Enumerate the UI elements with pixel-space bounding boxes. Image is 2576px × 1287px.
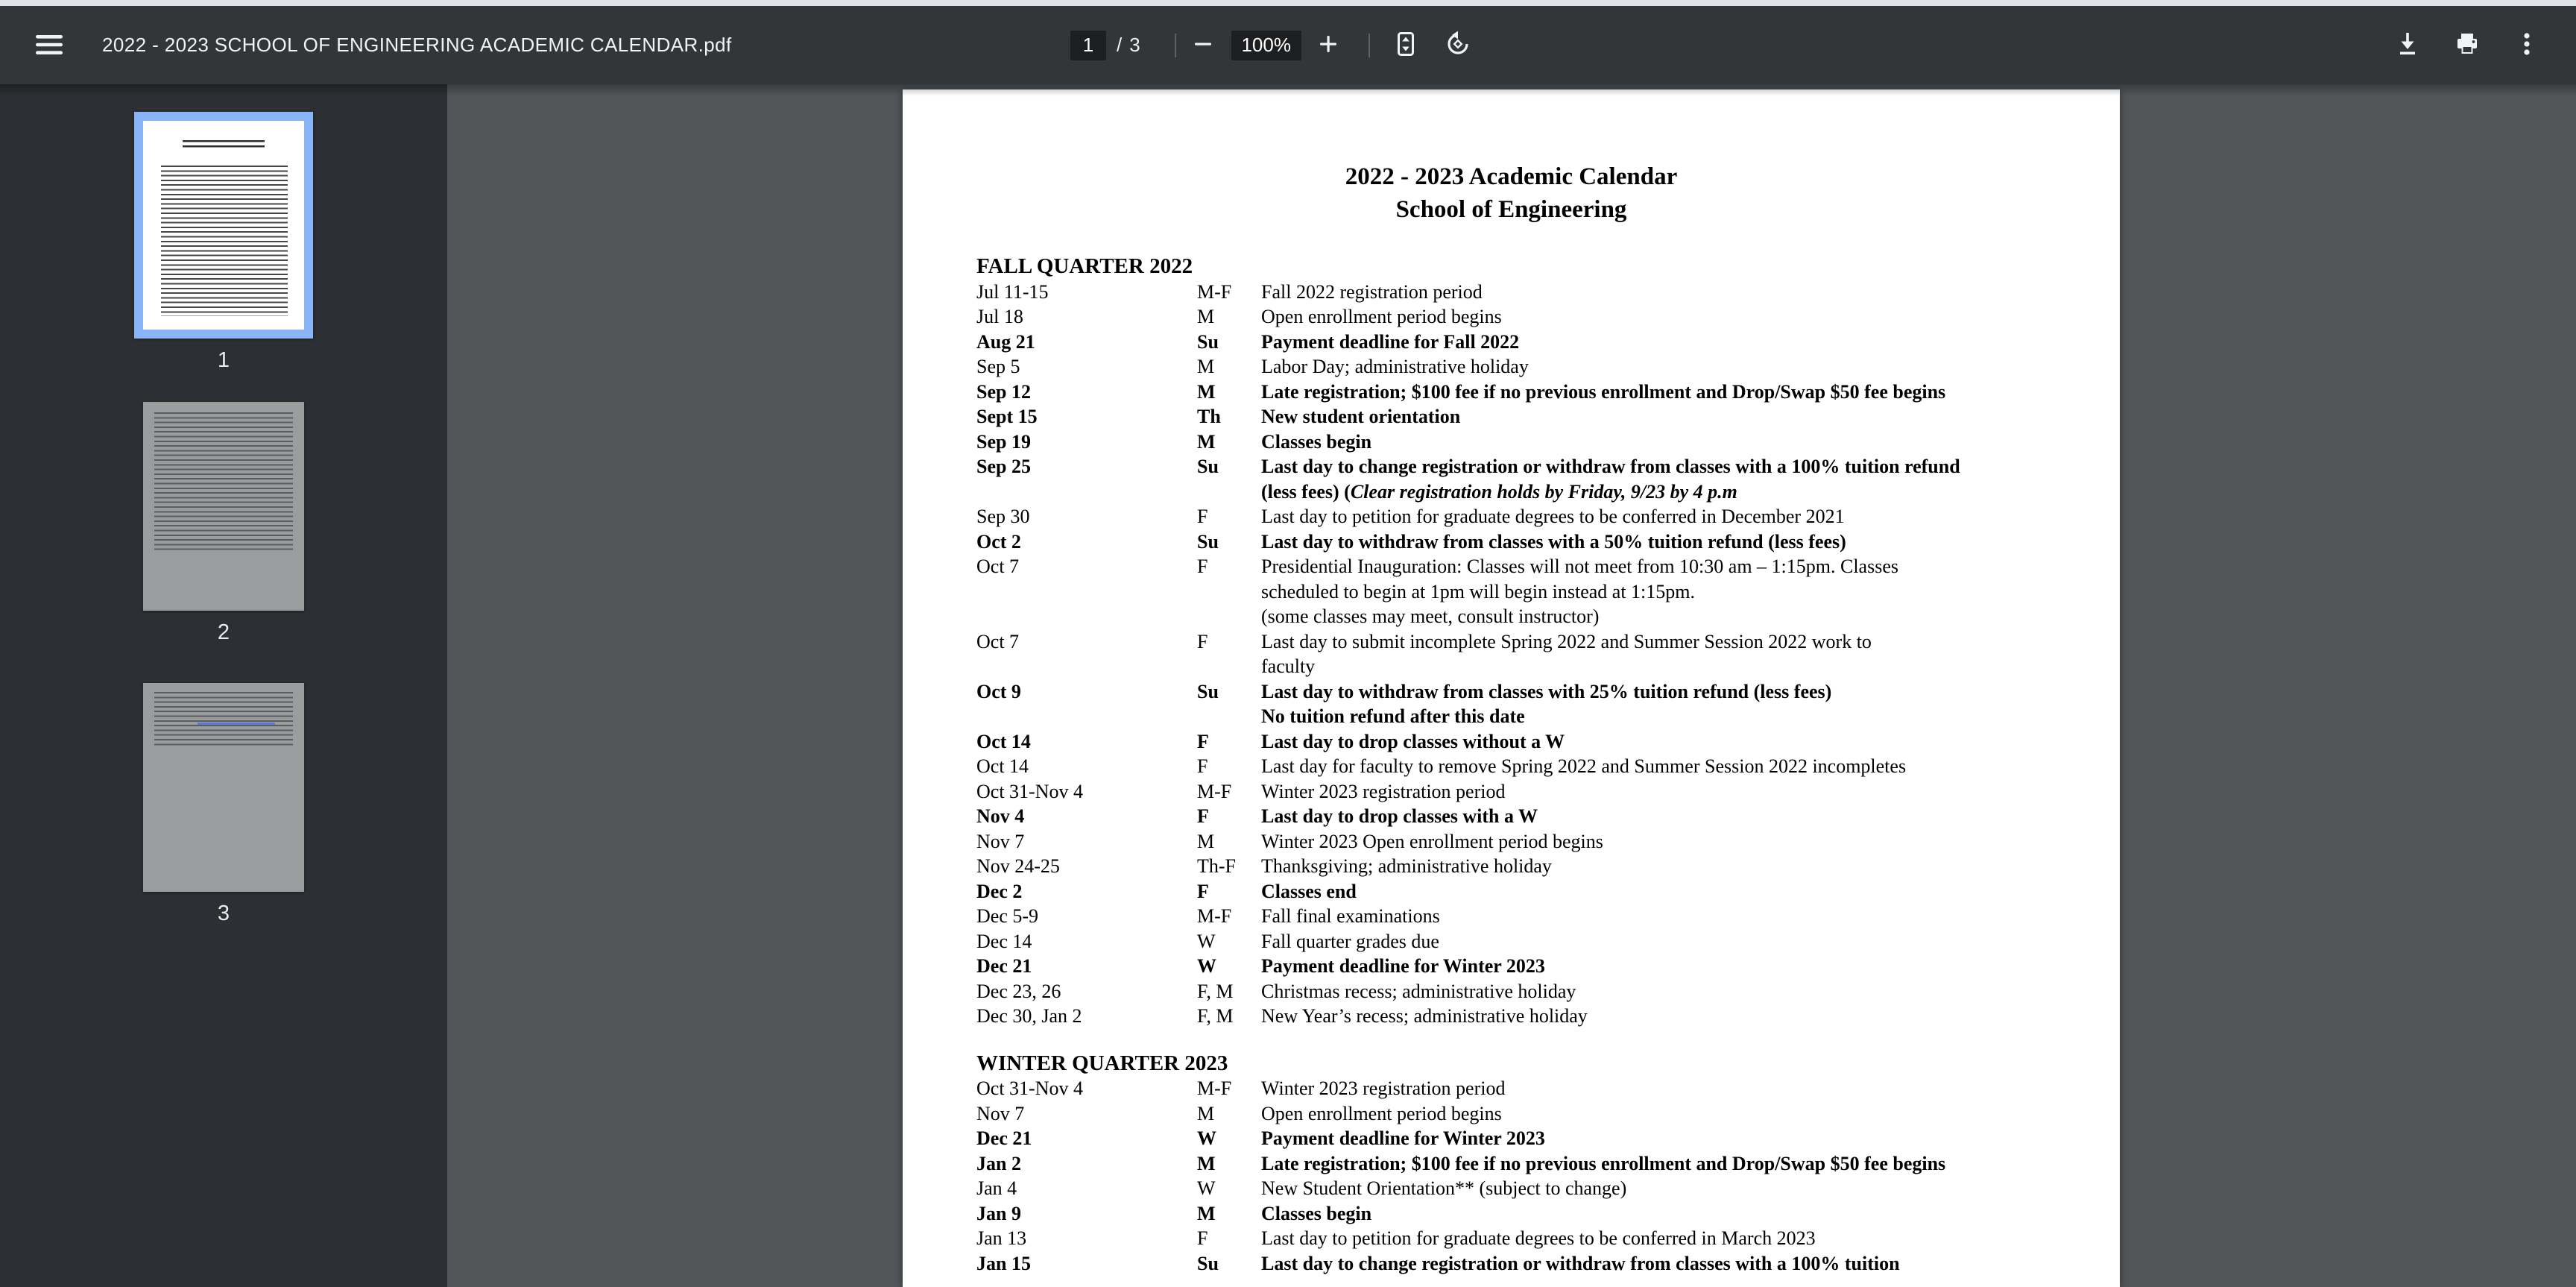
menu-button[interactable]	[33, 29, 66, 62]
thumbnail-content-preview	[154, 692, 293, 747]
row-description: Open enrollment period begins	[1261, 306, 1502, 327]
row-description: Christmas recess; administrative holiday	[1261, 980, 1576, 1002]
zoom-out-button[interactable]	[1187, 29, 1219, 62]
calendar-row	[903, 1226, 2120, 1251]
row-day: W	[1197, 930, 1216, 952]
row-day: M	[1197, 380, 1216, 403]
row-day: Su	[1197, 680, 1219, 702]
calendar-row	[903, 1101, 2120, 1127]
section-heading: FALL QUARTER 2022	[976, 254, 1193, 278]
row-description: (less fees) (Clear registration holds by Friday, 9/23 by 4 p.m	[1261, 480, 1737, 503]
row-date: Oct 14	[976, 755, 1029, 777]
thumbnail-content-preview	[154, 412, 293, 553]
thumbnail-preview	[134, 112, 313, 339]
row-date: Sep 5	[976, 356, 1020, 377]
calendar-row	[903, 1004, 2120, 1029]
calendar-row	[903, 854, 2120, 879]
row-date: Jan 2	[976, 1152, 1021, 1174]
row-date: Oct 31-Nov 4	[976, 780, 1083, 802]
thumbnail-page-number: 3	[217, 901, 230, 925]
row-description: Last day to petition for graduate degrees to be conferred in December 2021	[1261, 506, 1845, 527]
row-day: M-F	[1197, 280, 1232, 303]
page-count-total: 3	[1129, 34, 1140, 56]
row-description: Fall final examinations	[1261, 905, 1440, 927]
page-count	[1117, 34, 1140, 57]
row-date: Sep 19	[976, 430, 1031, 453]
rotate-ccw-icon-button[interactable]	[1442, 29, 1474, 62]
row-description: Last day for faculty to remove Spring 2022 and Summer Session 2022 incompletes	[1261, 755, 1907, 777]
row-day: M-F	[1197, 780, 1232, 802]
row-date: Nov 7	[976, 1102, 1025, 1124]
row-day: F, M	[1197, 1005, 1234, 1027]
row-date: Oct 2	[976, 530, 1021, 553]
row-description: Classes begin	[1261, 1202, 1372, 1224]
page-controls	[1070, 6, 1474, 84]
row-description: scheduled to begin at 1pm will begin instead at 1:15pm.	[1261, 580, 1696, 602]
row-description: Last day to drop classes with a W	[1261, 805, 1538, 827]
calendar-row	[903, 380, 2120, 405]
download-button[interactable]	[2391, 29, 2424, 62]
row-date: Dec 30, Jan 2	[976, 1005, 1082, 1027]
calendar-row	[903, 654, 2120, 679]
calendar-content	[903, 254, 2120, 1276]
row-day: M-F	[1197, 905, 1232, 927]
minus-icon	[1194, 35, 1212, 55]
calendar-row	[903, 1151, 2120, 1177]
row-day: M	[1197, 356, 1215, 377]
row-description: Classes begin	[1261, 430, 1372, 453]
row-description: Last day to change registration or withdraw from classes with a 100% tuition	[1261, 1252, 1900, 1274]
row-description: Late registration; $100 fee if no previous enrollment and Drop/Swap $50 fee begins	[1261, 1152, 1946, 1174]
row-description: Classes end	[1261, 880, 1357, 902]
zoom-level[interactable]: 100%	[1231, 31, 1301, 60]
thumbnail-preview	[143, 683, 304, 892]
calendar-row	[903, 280, 2120, 305]
thumbnail-page-2[interactable]	[143, 402, 304, 645]
row-date: Dec 2	[976, 880, 1023, 902]
row-description: Winter 2023 registration period	[1261, 780, 1506, 802]
row-day: Su	[1197, 330, 1219, 353]
row-description: Fall quarter grades due	[1261, 930, 1439, 952]
row-description: New Student Orientation** (subject to change)	[1261, 1177, 1627, 1199]
calendar-row	[903, 754, 2120, 779]
calendar-row	[903, 1176, 2120, 1201]
row-description: Late registration; $100 fee if no previous enrollment and Drop/Swap $50 fee begins	[1261, 380, 1946, 403]
row-date: Sep 30	[976, 506, 1030, 527]
row-description: Presidential Inauguration: Classes will not meet from 10:30 am – 1:15pm. Classes	[1261, 556, 1898, 577]
row-day: Th-F	[1197, 855, 1236, 877]
thumbnail-page-3[interactable]	[143, 683, 304, 926]
print-button[interactable]	[2451, 29, 2484, 62]
row-day: Su	[1197, 530, 1219, 553]
calendar-row	[903, 704, 2120, 729]
page-count-separator: /	[1117, 34, 1123, 56]
pdf-page	[903, 89, 2120, 1287]
row-date: Oct 9	[976, 680, 1021, 702]
row-day: M	[1197, 1152, 1216, 1174]
row-day: F	[1197, 755, 1208, 777]
calendar-row	[903, 904, 2120, 929]
toolbar-divider	[1368, 34, 1370, 57]
row-date: Jan 13	[976, 1227, 1027, 1249]
toolbar-actions	[2391, 6, 2543, 84]
calendar-row	[903, 829, 2120, 855]
row-day: F	[1197, 506, 1208, 527]
row-date: Oct 7	[976, 630, 1020, 652]
more-options-button[interactable]	[2510, 29, 2543, 62]
row-date: Nov 7	[976, 830, 1025, 852]
row-date: Sep 25	[976, 456, 1031, 477]
thumbnail-content-preview	[161, 166, 288, 316]
row-description: Last day to withdraw from classes with 25% tuition refund (less fees)	[1261, 680, 1832, 702]
row-description: Open enrollment period begins	[1261, 1102, 1502, 1124]
more-vert-icon	[2513, 31, 2540, 60]
row-date: Jan 4	[976, 1177, 1017, 1199]
thumbnail-preview	[143, 402, 304, 611]
fit-to-page-icon	[1392, 31, 1419, 60]
row-day: M-F	[1197, 1077, 1232, 1099]
print-icon	[2454, 31, 2481, 60]
row-day: Su	[1197, 456, 1219, 477]
row-day: F, M	[1197, 980, 1234, 1002]
calendar-row	[903, 954, 2120, 979]
download-icon	[2394, 31, 2421, 60]
calendar-row	[903, 1251, 2120, 1277]
row-description: Fall 2022 registration period	[1261, 280, 1483, 303]
page-number-input[interactable]: 1	[1070, 31, 1106, 60]
calendar-row	[903, 1201, 2120, 1227]
calendar-row	[903, 304, 2120, 330]
calendar-row	[903, 604, 2120, 629]
row-description: Labor Day; administrative holiday	[1261, 356, 1529, 377]
toolbar-divider	[1175, 34, 1176, 57]
doc-title	[903, 89, 2120, 226]
zoom-in-button[interactable]	[1312, 29, 1345, 62]
row-date: Nov 4	[976, 805, 1025, 827]
calendar-row	[903, 330, 2120, 355]
row-date: Dec 14	[976, 930, 1032, 952]
row-description: Payment deadline for Winter 2023	[1261, 1127, 1545, 1149]
row-day: F	[1197, 556, 1208, 577]
row-day: F	[1197, 730, 1209, 752]
row-description: Payment deadline for Fall 2022	[1261, 330, 1520, 353]
row-date: Sept 15	[976, 406, 1038, 427]
section-heading: WINTER QUARTER 2023	[976, 1051, 1228, 1075]
row-date: Oct 7	[976, 556, 1020, 577]
calendar-row	[903, 479, 2120, 505]
document-title: 2022 - 2023 SCHOOL OF ENGINEERING ACADEMIC CALENDAR.pdf	[102, 34, 732, 56]
row-description: faculty	[1261, 655, 1316, 677]
row-day: F	[1197, 630, 1208, 652]
thumbnail-page-number: 2	[217, 620, 230, 644]
row-day: M	[1197, 1202, 1216, 1224]
row-date: Jan 9	[976, 1202, 1021, 1224]
calendar-row	[903, 1126, 2120, 1151]
row-description: Last day to petition for graduate degrees to be conferred in March 2023	[1261, 1227, 1816, 1249]
row-date: Dec 21	[976, 955, 1032, 977]
calendar-row	[903, 404, 2120, 429]
calendar-row	[903, 629, 2120, 655]
row-date: Sep 12	[976, 380, 1031, 403]
thumbnail-sidebar	[0, 84, 447, 1287]
row-day: M	[1197, 430, 1216, 453]
row-date: Jul 11-15	[976, 280, 1049, 303]
row-date: Aug 21	[976, 330, 1035, 353]
calendar-row	[903, 779, 2120, 805]
row-date: Oct 31-Nov 4	[976, 1077, 1083, 1099]
row-description: Last day to change registration or withdraw from classes with a 100% tuition refund	[1261, 456, 1960, 477]
calendar-row	[903, 579, 2120, 605]
calendar-row	[903, 929, 2120, 954]
calendar-row	[903, 454, 2120, 479]
calendar-row	[903, 879, 2120, 904]
row-description: No tuition refund after this date	[1261, 705, 1525, 727]
row-day: W	[1197, 1127, 1216, 1149]
rotate-ccw-icon	[1445, 31, 1471, 60]
row-date: Jul 18	[976, 306, 1023, 327]
calendar-row	[903, 979, 2120, 1004]
row-description: Thanksgiving; administrative holiday	[1261, 855, 1552, 877]
row-date: Dec 21	[976, 1127, 1032, 1149]
section-rows	[903, 1076, 2120, 1276]
doc-title-line1: 2022 - 2023 Academic Calendar	[1345, 163, 1678, 190]
row-date: Jan 15	[976, 1252, 1031, 1274]
calendar-row	[903, 529, 2120, 555]
row-day: Th	[1197, 406, 1221, 427]
fit-to-page-button[interactable]	[1389, 29, 1422, 62]
calendar-row	[903, 429, 2120, 455]
thumbnail-page-1[interactable]	[134, 112, 313, 373]
calendar-row	[903, 729, 2120, 755]
row-description: New student orientation	[1261, 406, 1461, 427]
row-description: Last day to withdraw from classes with a 50% tuition refund (less fees)	[1261, 530, 1846, 553]
row-description: New Year’s recess; administrative holiday	[1261, 1005, 1588, 1027]
row-date: Dec 5-9	[976, 905, 1039, 927]
row-description: Last day to drop classes without a W	[1261, 730, 1565, 752]
calendar-row	[903, 1076, 2120, 1101]
row-day: M	[1197, 306, 1215, 327]
row-day: M	[1197, 1102, 1215, 1124]
row-day: F	[1197, 1227, 1208, 1249]
row-date: Dec 23, 26	[976, 980, 1061, 1002]
row-date: Oct 14	[976, 730, 1031, 752]
section-rows	[903, 280, 2120, 1029]
row-description: (some classes may meet, consult instructor)	[1261, 605, 1600, 627]
thumbnail-page-number: 1	[217, 348, 230, 372]
row-day: W	[1197, 1177, 1216, 1199]
doc-title-line2: School of Engineering	[1395, 196, 1627, 223]
row-day: Su	[1197, 1252, 1219, 1274]
row-day: F	[1197, 805, 1209, 827]
calendar-row	[903, 554, 2120, 579]
calendar-row	[903, 679, 2120, 705]
pdf-viewer-toolbar	[0, 6, 2576, 84]
window-top-strip	[0, 0, 2576, 6]
row-day: W	[1197, 955, 1216, 977]
calendar-row	[903, 354, 2120, 380]
calendar-row	[903, 504, 2120, 529]
row-day: F	[1197, 880, 1209, 902]
plus-icon	[1319, 35, 1337, 55]
hamburger-icon	[35, 34, 63, 58]
row-description: Last day to submit incomplete Spring 2022 and Summer Session 2022 work to	[1261, 630, 1872, 652]
row-day: M	[1197, 830, 1215, 852]
document-viewer	[447, 84, 2576, 1287]
row-description: Payment deadline for Winter 2023	[1261, 955, 1545, 977]
row-description: Winter 2023 registration period	[1261, 1077, 1506, 1099]
row-date: Nov 24-25	[976, 855, 1060, 877]
row-description: Winter 2023 Open enrollment period begins	[1261, 830, 1603, 852]
calendar-row	[903, 804, 2120, 829]
